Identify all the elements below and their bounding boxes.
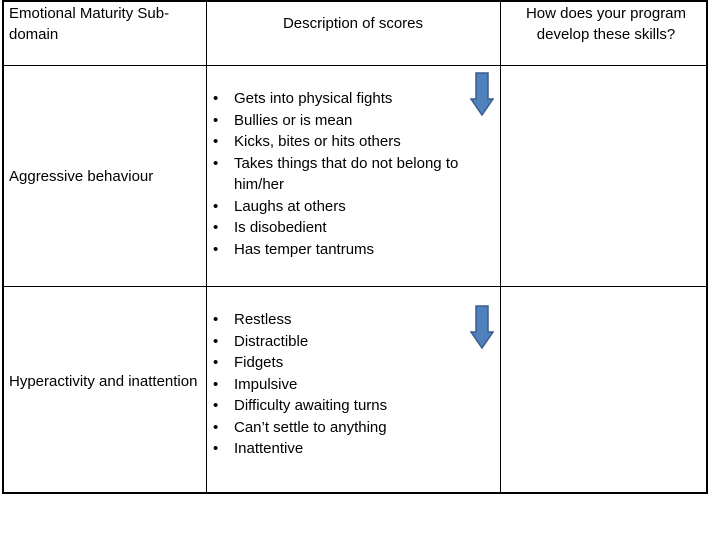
list-item: • Inattentive	[208, 438, 490, 460]
list-item: • Can’t settle to anything	[208, 417, 490, 439]
list-item: • Takes things that do not belong to him/her	[208, 153, 490, 196]
header-program: How does your program develop these skills?	[525, 5, 687, 43]
list-item: • Kicks, bites or hits others	[208, 131, 490, 153]
row-subdomain-aggressive: Aggressive behaviour	[9, 168, 154, 185]
program-cell-hyperactivity[interactable]	[501, 287, 706, 492]
list-item: • Difficulty awaiting turns	[208, 395, 490, 417]
down-arrow-icon	[470, 305, 494, 349]
list-item: • Laughs at others	[208, 196, 490, 218]
list-item: • Impulsive	[208, 374, 490, 396]
list-item: • Distractible	[208, 331, 490, 353]
header-description: Description of scores	[282, 15, 424, 32]
list-item: • Has temper tantrums	[208, 239, 490, 261]
list-item: • Fidgets	[208, 352, 490, 374]
list-item: • Restless	[208, 309, 490, 331]
header-subdomain: Emotional Maturity Sub-domain	[9, 5, 170, 43]
column-divider	[206, 2, 207, 492]
list-item: • Bullies or is mean	[208, 110, 490, 132]
skills-table	[2, 0, 708, 494]
down-arrow-icon	[470, 72, 494, 116]
hyperactivity-score-list	[208, 309, 490, 460]
row-subdomain-hyperactivity: Hyperactivity and inattention	[9, 373, 198, 390]
list-item: • Gets into physical fights	[208, 88, 490, 110]
aggressive-score-list	[208, 88, 490, 260]
program-cell-aggressive[interactable]	[501, 66, 706, 286]
list-item: • Is disobedient	[208, 217, 490, 239]
